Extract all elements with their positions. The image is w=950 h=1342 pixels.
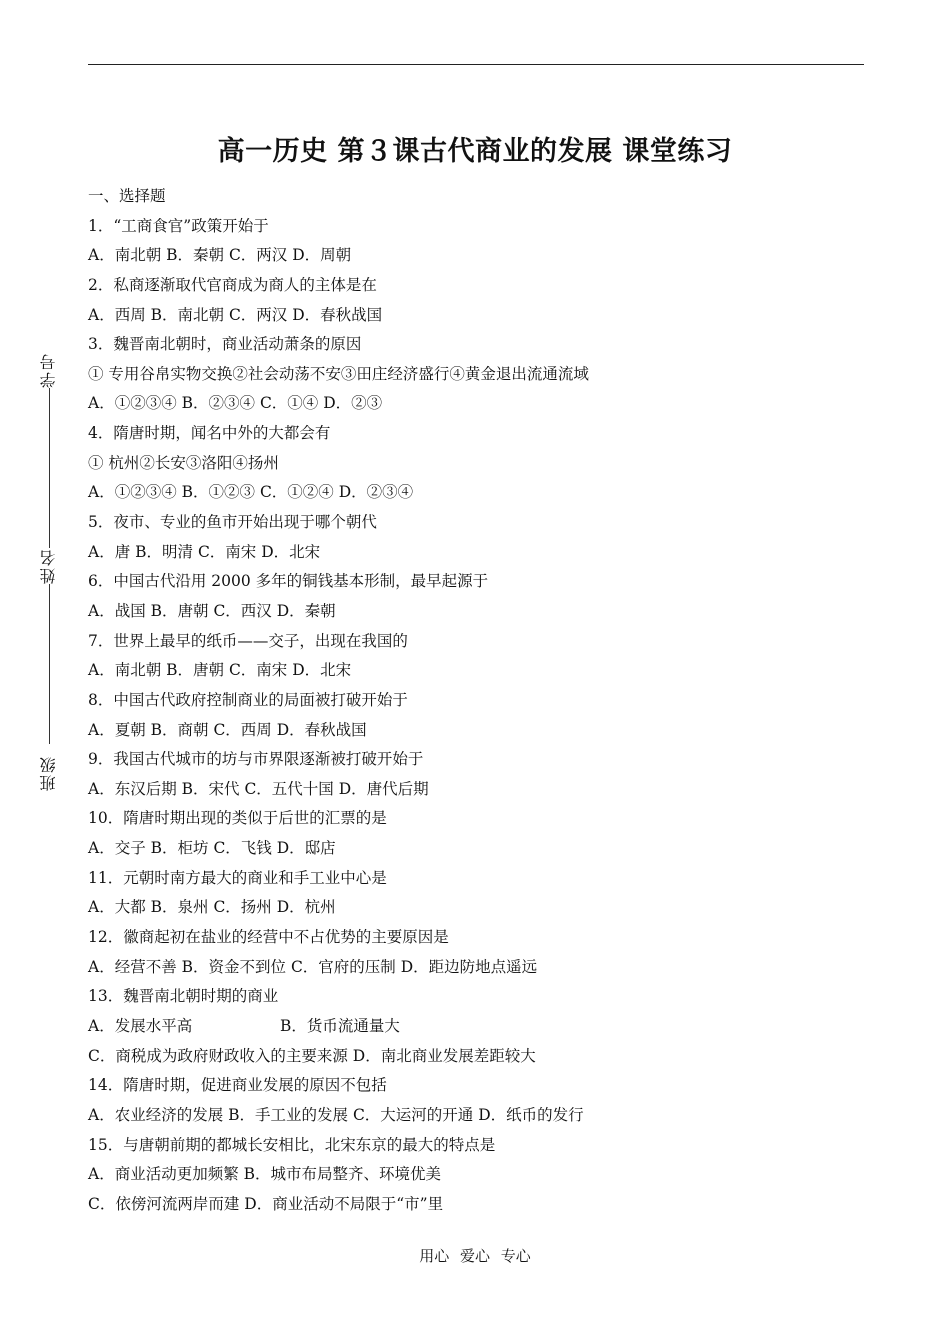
text-line: A．交子 B．柜坊 C．飞钱 D．邸店 <box>88 839 336 858</box>
text-line: A．经营不善 B．资金不到位 C．官府的压制 D．距边防地点遥远 <box>88 957 538 976</box>
text-line: A．商业活动更加频繁 B．城市布局整齐、环境优美 <box>88 1165 442 1184</box>
margin-field-name <box>36 548 62 744</box>
text-line: 9．我国古代城市的坊与市界限逐渐被打破开始于 <box>88 750 424 769</box>
text-line: A．夏朝 B．商朝 C．西周 D．春秋战国 <box>88 720 367 739</box>
header-rule <box>88 64 864 65</box>
text-line: A．①②③④ B．①②③ C．①②④ D．②③④ <box>88 483 414 502</box>
text-line: 7．世界上最早的纸币——交子，出现在我国的 <box>88 631 408 650</box>
text-line: A．①②③④ B．②③④ C．①④ D．②③ <box>88 394 383 413</box>
text-line: A．西周 B．南北朝 C．两汉 D．春秋战国 <box>88 305 383 324</box>
question-list <box>88 182 868 1219</box>
text-line <box>88 1012 868 1042</box>
text-line: A．东汉后期 B．宋代 C．五代十国 D．唐代后期 <box>88 779 429 798</box>
text-line: 15．与唐朝前期的都城长安相比，北宋东京的最大的特点是 <box>88 1135 496 1154</box>
student-no-line <box>49 388 50 548</box>
text-line: 8．中国古代政府控制商业的局面被打破开始于 <box>88 690 408 709</box>
page-title: 高一历史 第３课古代商业的发展 课堂练习 <box>217 136 733 167</box>
text-line: ① 专用谷帛实物交换②社会动荡不安③田庄经济盛行④黄金退出流通流域 <box>88 364 589 383</box>
text-line: 6．中国古代沿用 2000 多年的铜钱基本形制，最早起源于 <box>88 572 489 591</box>
text-line: A．南北朝 B．秦朝 C．两汉 D．周朝 <box>88 246 352 265</box>
text-line: 2．私商逐渐取代官商成为商人的主体是在 <box>88 275 377 294</box>
text-line: 14．隋唐时期，促进商业发展的原因不包括 <box>88 1076 387 1095</box>
option-b: B．货币流通量大 <box>280 1016 400 1035</box>
text-line: A．南北朝 B．唐朝 C．南宋 D．北宋 <box>88 661 352 680</box>
text-line: C．依傍河流两岸而建 D．商业活动不局限于“市”里 <box>88 1194 444 1213</box>
class-label: 班级 <box>39 755 58 791</box>
text-line: ① 杭州②长安③洛阳④扬州 <box>88 453 279 472</box>
option-a: A．发展水平高 <box>88 1016 193 1035</box>
text-line: 1．“工商食官”政策开始于 <box>88 216 269 235</box>
text-line: A．唐 B．明清 C．南宋 D．北宋 <box>88 542 321 561</box>
page-footer: 用心 爱心 专心 <box>419 1247 531 1265</box>
text-line: 11．元朝时南方最大的商业和手工业中心是 <box>88 868 387 887</box>
name-label: 姓名 <box>39 548 58 584</box>
text-line: C．商税成为政府财政收入的主要来源 D．南北商业发展差距较大 <box>88 1046 536 1065</box>
student-no-label: 学号 <box>39 352 58 388</box>
text-line: 4．隋唐时期，闻名中外的大都会有 <box>88 424 331 443</box>
margin-field-student-no <box>36 352 62 548</box>
text-line: 3．魏晋南北朝时，商业活动萧条的原因 <box>88 335 362 354</box>
text-line: 5．夜市、专业的鱼市开始出现于哪个朝代 <box>88 513 377 532</box>
name-line <box>49 584 50 744</box>
text-line: 一、选择题 <box>88 187 166 205</box>
text-line: 13．魏晋南北朝时期的商业 <box>88 987 279 1006</box>
text-line: A．战国 B．唐朝 C．西汉 D．秦朝 <box>88 601 336 620</box>
text-line: 10．隋唐时期出现的类似于后世的汇票的是 <box>88 809 387 828</box>
margin-field-class <box>36 755 62 791</box>
text-line: A．农业经济的发展 B．手工业的发展 C．大运河的开通 D．纸币的发行 <box>88 1105 584 1124</box>
text-line: 12．徽商起初在盐业的经营中不占优势的主要原因是 <box>88 928 449 947</box>
text-line: A．大都 B．泉州 C．扬州 D．杭州 <box>88 898 336 917</box>
